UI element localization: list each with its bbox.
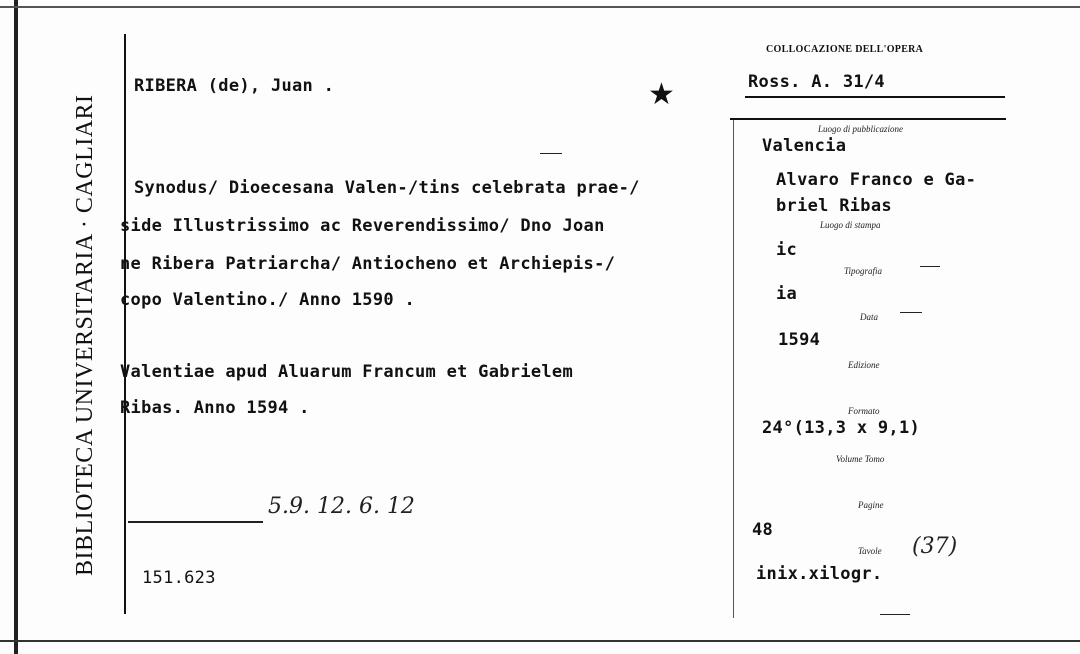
volumi-label: Volume Tomo xyxy=(836,454,885,464)
title-line-1: Synodus/ Dioecesana Valen-/tins celebrata prae-/ xyxy=(134,178,640,198)
tavole-hand-note: (37) xyxy=(912,534,958,559)
title-line-4: copo Valentino./ Anno 1590 . xyxy=(120,290,415,310)
tavole-value: inix.xilogr. xyxy=(756,564,883,584)
panel-separator xyxy=(733,118,734,618)
left-margin-rule xyxy=(124,34,126,614)
inventory-number: 151.623 xyxy=(142,568,216,588)
luogo-stampa-value: ic xyxy=(776,240,798,260)
luogo-stampa-label: Luogo di stampa xyxy=(820,220,881,230)
collocazione-rule xyxy=(745,96,1005,98)
tipografia-value: ia xyxy=(776,284,798,304)
card-left-edge xyxy=(14,0,18,654)
edizione-label: Edizione xyxy=(848,360,880,370)
star-mark: ★ xyxy=(648,77,675,112)
filler-dash xyxy=(920,266,940,267)
editore-line-1: Alvaro Franco e Ga- xyxy=(776,170,977,190)
formato-label: Formato xyxy=(848,406,880,416)
filler-dash xyxy=(540,153,562,154)
pagine-value: 48 xyxy=(752,520,774,540)
tipografia-label: Tipografia xyxy=(844,266,883,276)
panel-top-rule xyxy=(730,118,1006,120)
tavole-label: Tavole xyxy=(858,546,882,556)
collocazione-label: COLLOCAZIONE DELL'OPERA xyxy=(766,44,924,55)
imprint-line-1: Valentiae apud Aluarum Francum et Gabrielem xyxy=(120,362,573,382)
handwritten-date: 5.9. 12. 6. 12 xyxy=(268,494,415,519)
card-bottom-edge xyxy=(0,640,1080,642)
author-heading: RIBERA (de), Juan . xyxy=(134,76,335,96)
formato-value: 24°(13,3 x 9,1) xyxy=(762,418,921,438)
title-line-2: side Illustrissimo ac Reverendissimo/ Dno Joan xyxy=(120,216,605,236)
collocazione-value: Ross. A. 31/4 xyxy=(748,72,885,92)
imprint-line-2: Ribas. Anno 1594 . xyxy=(120,398,310,418)
filler-dash xyxy=(880,614,910,615)
card-top-edge xyxy=(0,6,1080,8)
library-label: BIBLIOTECA UNIVERSITARIA · CAGLIARI xyxy=(72,94,98,576)
editore-line-2: briel Ribas xyxy=(776,196,892,216)
luogo-pubblicazione-label: Luogo di pubblicazione xyxy=(818,124,903,134)
luogo-pubblicazione-value: Valencia xyxy=(762,136,847,156)
filler-dash xyxy=(900,312,922,313)
title-line-3: ne Ribera Patriarcha/ Antiocheno et Archiepis-/ xyxy=(120,254,616,274)
pagine-label: Pagine xyxy=(858,500,884,510)
data-label: Data xyxy=(860,312,878,322)
date-rule-left xyxy=(128,521,263,523)
data-value: 1594 xyxy=(778,330,821,350)
